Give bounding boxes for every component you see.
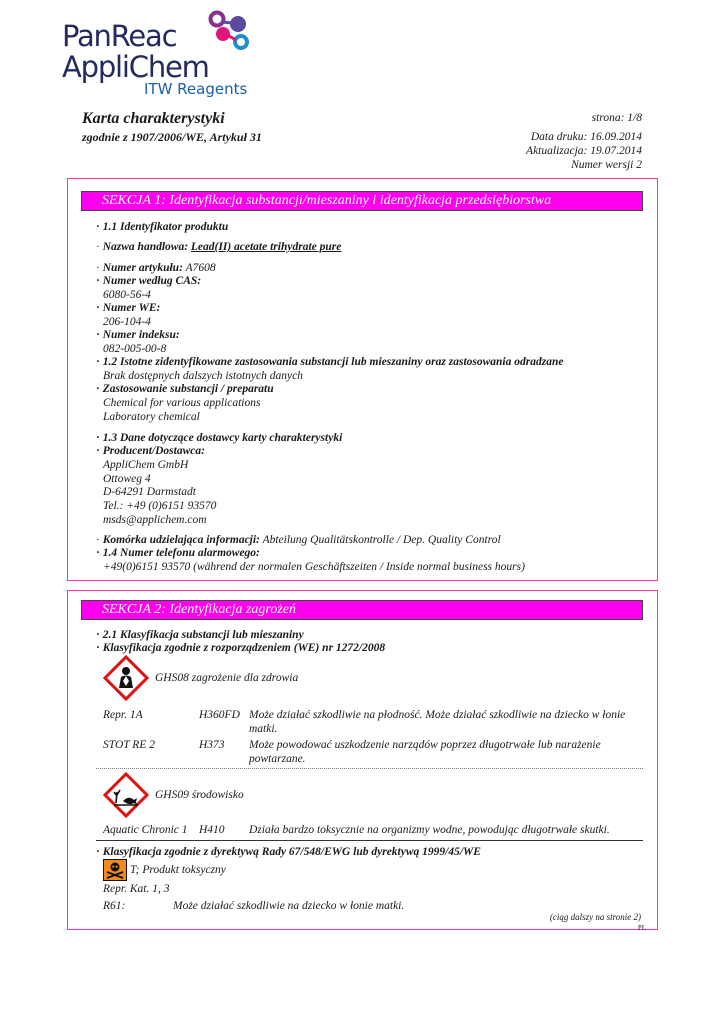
index-value: 082-005-00-8 [103,343,167,355]
supplier-heading: · 1.3 Dane dotyczące dostawcy karty charakterystyki [96,432,343,444]
cas-value: 6080-56-4 [103,289,151,301]
row-1-class: Repr. 1A [103,709,143,721]
aquatic-class: Aquatic Chronic 1 [103,824,188,836]
print-date: Data druku: 16.09.2014 [530,131,642,143]
version-number: Numer wersji 2 [571,159,642,171]
ghs08-label: GHS08 zagrożenie dla zdrowia [155,672,299,684]
trade-name-line: · Nazwa handlowa: Lead(II) acetate trihydrate pure [96,241,342,253]
emergency-heading: · 1.4 Numer telefonu alarmowego: [96,547,260,559]
application-value-2: Laboratory chemical [103,411,200,423]
directive-heading: · Klasyfikacja zgodnie z dyrektywą Rady 67/548/EWG lub dyrektywą 1999/45/WE [96,846,481,858]
emergency-value: +49(0)6151 93570 (während der normalen Geschäftszeiten / Inside normal business hours) [103,561,525,573]
application-label: · Zastosowanie substancji / preparatu [96,383,274,395]
aquatic-description: Działa bardzo toksycznie na organizmy wodne, powodując długotrwałe skutki. [249,824,610,836]
repr-category: Repr. Kat. 1, 3 [103,883,170,895]
clp-heading: · Klasyfikacja zgodnie z rozporządzeniem (WE) nr 1272/2008 [96,642,386,654]
section-1-heading: SEKCJA 1: Identyfikacja substancji/mieszaniny i identyfikacja przedsiębiorstwa [81,191,643,211]
health-hazard-icon [103,655,149,701]
continued-note: (ciąg dalszy na stronie 2) [549,912,641,922]
document-title: Karta charakterystyki [82,110,225,127]
document-subtitle: zgodnie z 1907/2006/WE, Artykuł 31 [82,130,262,144]
address-line-1: AppliChem GmbH [103,459,189,471]
phone-line: Tel.: +49 (0)6151 93570 [103,500,217,512]
aquatic-code: H410 [199,824,225,836]
environment-hazard-icon [103,772,149,818]
toxic-symbol-icon [103,859,127,881]
uses-heading: · 1.2 Istotne zidentyfikowane zastosowania substancji lub mieszaniny oraz zastosowania odradzane [96,356,564,368]
ghs09-label: GHS09 środowisko [155,789,244,801]
logo-molecule-icon [194,10,252,52]
language-code: PL [637,924,646,932]
producer-label: · Producent/Dostawca: [96,445,205,457]
article-number-line: · Numer artykułu: A7608 [96,262,216,274]
logo-text-panreac: PanReac [62,19,177,53]
cas-label: · Numer według CAS: [96,275,202,287]
info-unit-line: · Komórka udzielająca informacji: Abteilung Qualitätskontrolle / Dep. Quality Control [96,534,501,546]
logo-text-applichem: AppliChem [62,50,209,84]
dotted-divider [96,768,643,769]
solid-divider [96,840,643,841]
email-link[interactable]: msds@applichem.com [103,514,207,526]
row-1-description: Może działać szkodliwie na płodność. Może działać szkodliwie na dziecko w łonie matki. [249,709,626,735]
application-value-1: Chemical for various applications [103,397,261,409]
r61-text: Może działać szkodliwie na dziecko w łonie matki. [173,900,405,912]
toxic-label: T; Produkt toksyczny [130,864,226,876]
classification-heading: · 2.1 Klasyfikacja substancji lub mieszaniny [96,629,304,641]
row-2-class: STOT RE 2 [103,739,155,751]
index-label: · Numer indeksu: [96,329,180,341]
update-date: Aktualizacja: 19.07.2014 [526,145,642,157]
address-line-3: D-64291 Darmstadt [103,486,196,498]
row-2-description: Może powodować uszkodzenie narządów poprzez długotrwałe lub narażenie powtarzane. [249,739,601,765]
trade-name-value: Lead(II) acetate trihydrate pure [190,241,342,253]
page-number: strona: 1/8 [591,112,642,124]
address-line-2: Ottoweg 4 [103,473,151,485]
uses-value: Brak dostępnych dalszych istotnych danych [103,370,303,382]
identifier-heading: · 1.1 Identyfikator produktu [96,221,229,233]
company-logo [62,10,252,102]
row-2-code: H373 [199,739,225,751]
section-2-heading: SEKCJA 2: Identyfikacja zagrożeń [81,600,643,620]
we-value: 206-104-4 [103,316,151,328]
row-1-code: H360FD [199,709,240,721]
we-label: · Numer WE: [96,302,161,314]
r61-label: R61: [103,900,126,912]
logo-text-itw: ITW Reagents [144,80,248,98]
